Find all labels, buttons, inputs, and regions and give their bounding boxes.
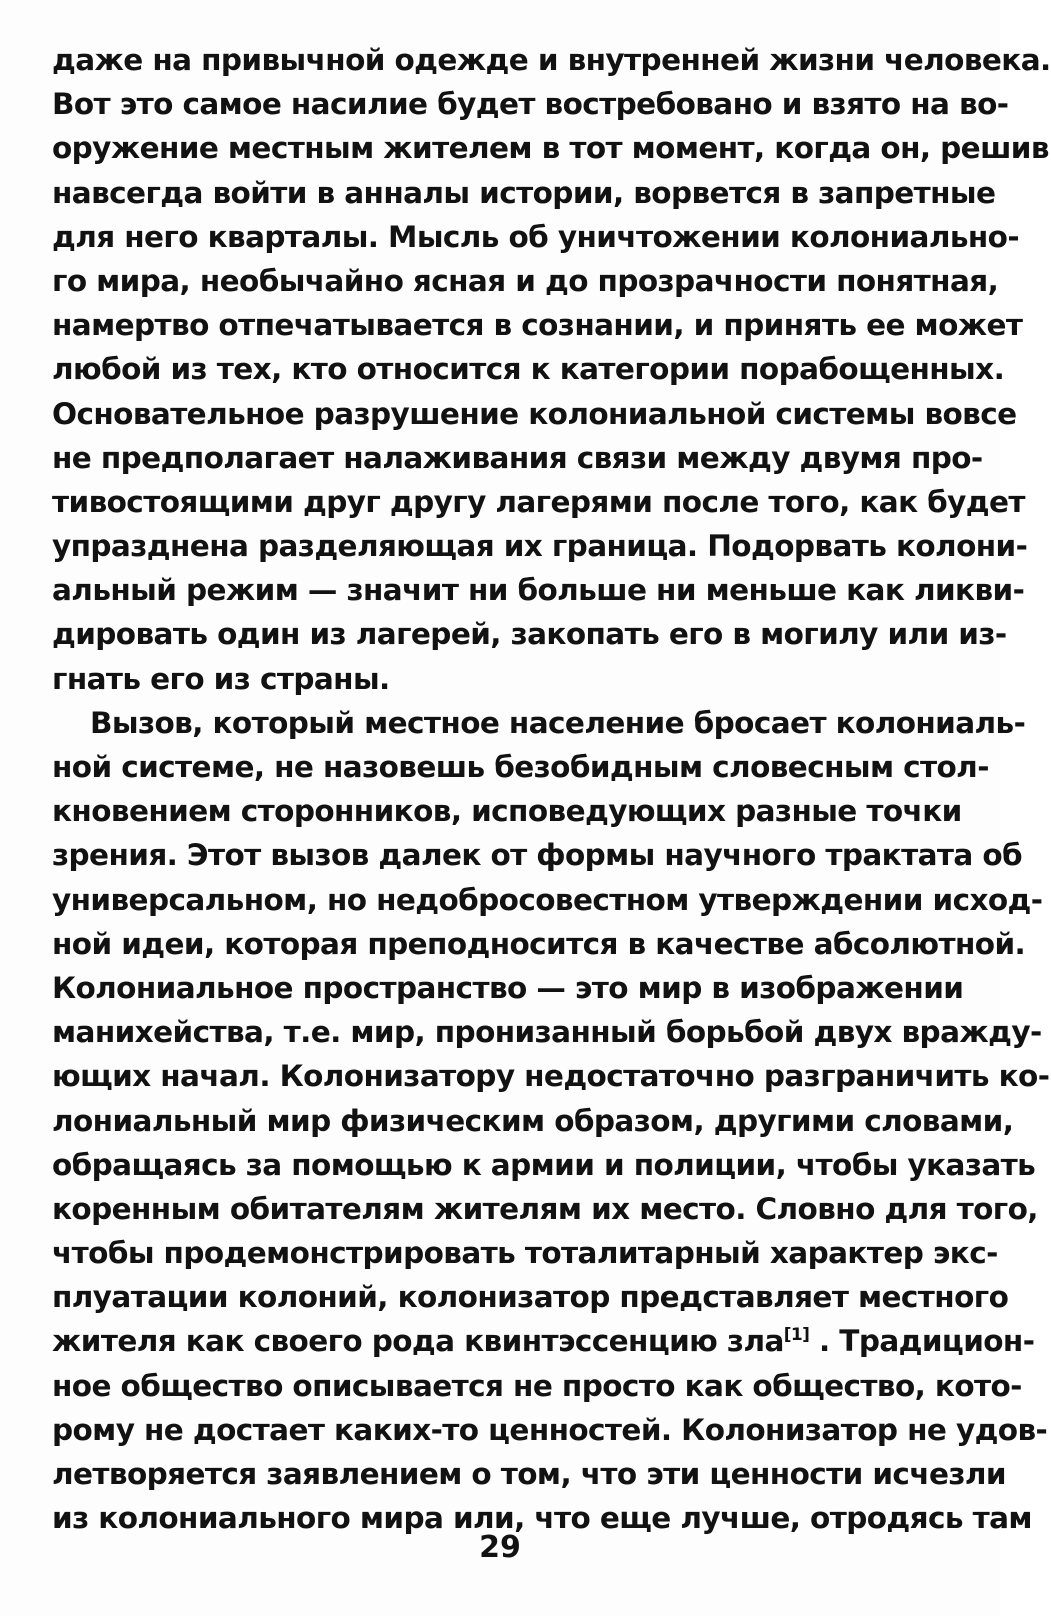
text-line: навсегда войти в анналы истории, ворвется в запретные bbox=[52, 175, 996, 210]
text-line: Вызов, который местное население бросает колониаль- bbox=[90, 705, 1026, 740]
text-line: манихейства, т.е. мир, пронизанный борьбой двух вражду- bbox=[52, 1015, 1042, 1050]
text-line: го мира, необычайно ясная и до прозрачности понятная, bbox=[52, 263, 999, 298]
text-line: для него кварталы. Мысль об уничтожении колониально- bbox=[52, 219, 1019, 254]
text-line: ной системе, не назовешь безобидным словесным стол- bbox=[52, 750, 989, 784]
text-line-with-footnote bbox=[52, 1319, 1035, 1363]
text-line: универсальном, но недобросовестном утверждении исход- bbox=[52, 882, 1043, 917]
text-line: гнать его из страны. bbox=[52, 661, 390, 696]
text-line: Основательное разрушение колониальной системы вовсе bbox=[52, 396, 1017, 431]
text-line: не предполагает налаживания связи между двумя про- bbox=[52, 440, 983, 475]
text-line: кновением сторонников, исповедующих разные точки bbox=[52, 794, 962, 829]
text-line: ное общество описывается не просто как общество, кото- bbox=[52, 1368, 1022, 1403]
text-line: дировать один из лагерей, закопать его в могилу или из- bbox=[52, 617, 1007, 652]
text-line: Вот это самое насилие будет востребовано и взято на во- bbox=[52, 87, 1009, 122]
text-line: альный режим — значит ни больше ни меньше как ликви- bbox=[52, 573, 1025, 608]
body-text bbox=[52, 38, 1051, 1540]
text-line: ной идеи, которая преподносится в качестве абсолютной. bbox=[52, 926, 1026, 961]
paragraph-2 bbox=[52, 701, 1050, 1541]
text-line: намертво отпечатывается в сознании, и принять ее может bbox=[52, 308, 1023, 343]
paragraph-1 bbox=[52, 38, 1051, 701]
text-segment: жителя как своего рода квинтэссенцию зла bbox=[52, 1324, 784, 1359]
text-line: любой из тех, кто относится к категории порабощенных. bbox=[52, 352, 1005, 387]
page-number: 29 bbox=[479, 1530, 521, 1565]
text-line: из колониального мира или, что еще лучше, отродясь там bbox=[52, 1501, 1032, 1536]
text-line: летворяется заявлением о том, что эти ценности исчезли bbox=[52, 1457, 1006, 1491]
text-line: тивостоящими друг другу лагерями после того, как будет bbox=[52, 484, 1025, 519]
text-line: Колониальное пространство — это мир в изображении bbox=[52, 970, 964, 1005]
text-line: лониальный мир физическим образом, другими словами, bbox=[52, 1103, 1014, 1138]
text-line: коренным обитателям жителям их место. Словно для того, bbox=[52, 1191, 1038, 1226]
text-line: упразднена разделяющая их граница. Подорвать колони- bbox=[52, 529, 1028, 564]
text-line: чтобы продемонстрировать тоталитарный характер экс- bbox=[52, 1236, 998, 1271]
text-line: ющих начал. Колонизатору недостаточно разграничить ко- bbox=[52, 1059, 1050, 1094]
text-line: оружение местным жителем в тот момент, когда он, решив bbox=[52, 131, 1049, 166]
text-line: обращаясь за помощью к армии и полиции, чтобы указать bbox=[52, 1147, 1036, 1182]
footnote-reference[interactable]: [1] bbox=[783, 1325, 810, 1346]
text-line: рому не достает каких-то ценностей. Колонизатор не удов- bbox=[52, 1412, 1048, 1447]
text-line: зрения. Этот вызов далек от формы научного трактата об bbox=[52, 838, 1023, 873]
text-line: даже на привычной одежде и внутренней жизни человека. bbox=[52, 43, 1051, 77]
text-line: плуатации колоний, колонизатор представляет местного bbox=[52, 1280, 1009, 1315]
text-segment: . Традицион- bbox=[819, 1324, 1035, 1359]
